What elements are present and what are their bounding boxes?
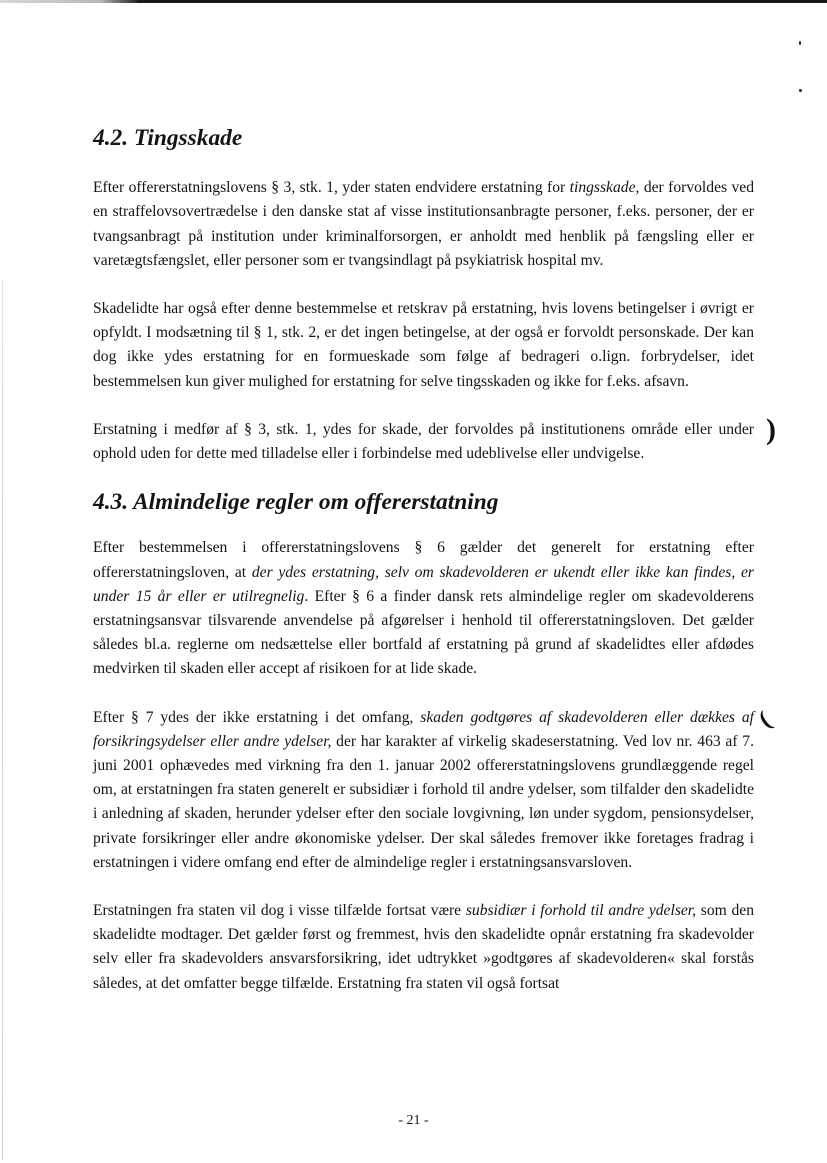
scan-bracket-mark: ) (766, 413, 776, 446)
paragraph (93, 418, 754, 466)
italic-run: skaden godtgøres af skadevolderen eller dækkes af forsikringsydelser eller andre ydelser, (93, 708, 754, 750)
italic-run: der ydes erstatning, selv om skadevolderen er ukendt eller ikke kan findes, er under 15 år eller er utilregnelig (93, 563, 754, 605)
page-number: - 21 - (398, 1113, 429, 1128)
scan-top-rule (0, 0, 827, 3)
text-run: der har karakter af virkelig skadeserstatning. Ved lov nr. 463 af 7. juni 2001 ophævedes med virkning fra den 1. januar 2002 offererstatningslovens grundlæggende regel om, at erstatningen fra staten generelt er subsidiær i forhold til andre ydelser, som tilfalder den skadelidte i anledning af skaden, herunder ydelser efter den sociale lovgivning, løn under sygdom, pensionsydelser, private forsikringer eller andre økonomiske ydelser. Der skal således fremover ikke foretages fradrag i erstatningen i videre omfang end efter de almindelige regler i erstatningsansvarsloven. (93, 732, 754, 871)
paragraph (93, 536, 754, 681)
scan-left-edge (2, 280, 3, 1160)
text-run: , der forvoldes ved en straffelovsovertrædelse i den danske stat af visse institutionsanbragte personer, f.eks. personer, der er tvangsanbragt på institution under kriminalforsorgen, er anholdt med henblik på fængsling eller er varetægtsfængslet, eller personer som er tvangsindlagt på psykiatrisk hospital mv. (93, 179, 754, 269)
italic-run: tingsskade (569, 179, 636, 197)
text-run: . Efter § 6 a finder dansk rets almindelige regler om skadevolderens erstatningsansvar tilsvarende anvendelse på afgørelser i henhold til offererstatningsloven. Det gælder således bl.a. reglerne om nedsættelse eller bortfald af erstatning på grund af skadelidtes eller afdødes medvirken til skaden eller accept af risikoen for at lide skade. (93, 587, 754, 678)
text-run: Erstatningen fra staten vil dog i visse tilfælde fortsat være (93, 902, 466, 920)
text-run: Efter offererstatningslovens § 3, stk. 1, yder staten endvidere erstatning for (93, 179, 570, 197)
text-run: Erstatning i medfør af § 3, stk. 1, ydes for skade, der forvoldes på institutionens område eller under ophold uden for dette med tilladelse eller i forbindelse med udeblivelse eller undvigelse. (93, 420, 754, 463)
scan-speck (799, 89, 802, 92)
text-run: Efter § 7 ydes der ikke erstatning i det omfang, (93, 708, 421, 726)
text-run: som den skadelidte modtager. Det gælder først og fremmest, hvis den skadelidte opnår erstatning fra skadevolder selv eller fra skadevolders ansvarsforsikring, idet udtrykket »godtgøres af skadevolderen« skal forstås således, at det omfatter begge tilfælde. Erstatning fra staten vil også fortsat (93, 902, 754, 992)
paragraph (93, 176, 754, 273)
section-heading-almindelige-regler: 4.3. Almindelige regler om offererstatning (93, 489, 499, 516)
document-page (93, 126, 754, 1020)
italic-run: subsidiær i forhold til andre ydelser, (465, 902, 697, 920)
text-run: Skadelidte har også efter denne bestemmelse et retskrav på erstatning, hvis lovens betingelser i øvrigt er opfyldt. I modsætning til § 1, stk. 2, er det ingen betingelse, at der også er forvoldt personskade. Der kan dog ikke ydes erstatning for en formueskade som følge af bedrageri o.lign. forbrydelser, idet bestemmelsen kun giver mulighed for erstatning for selve tingsskaden og ikke for f.eks. afsavn. (93, 300, 754, 390)
scan-bracket-mark: ( (754, 707, 776, 733)
paragraph (93, 297, 754, 394)
section-heading-tingsskade: 4.2. Tingsskade (93, 125, 243, 151)
scan-speck (799, 41, 801, 45)
paragraph (93, 706, 754, 875)
paragraph (93, 899, 754, 996)
text-run: Efter bestemmelsen i offererstatningslovens § 6 gælder det generelt for erstatning efter offererstatningsloven, at (93, 539, 754, 581)
